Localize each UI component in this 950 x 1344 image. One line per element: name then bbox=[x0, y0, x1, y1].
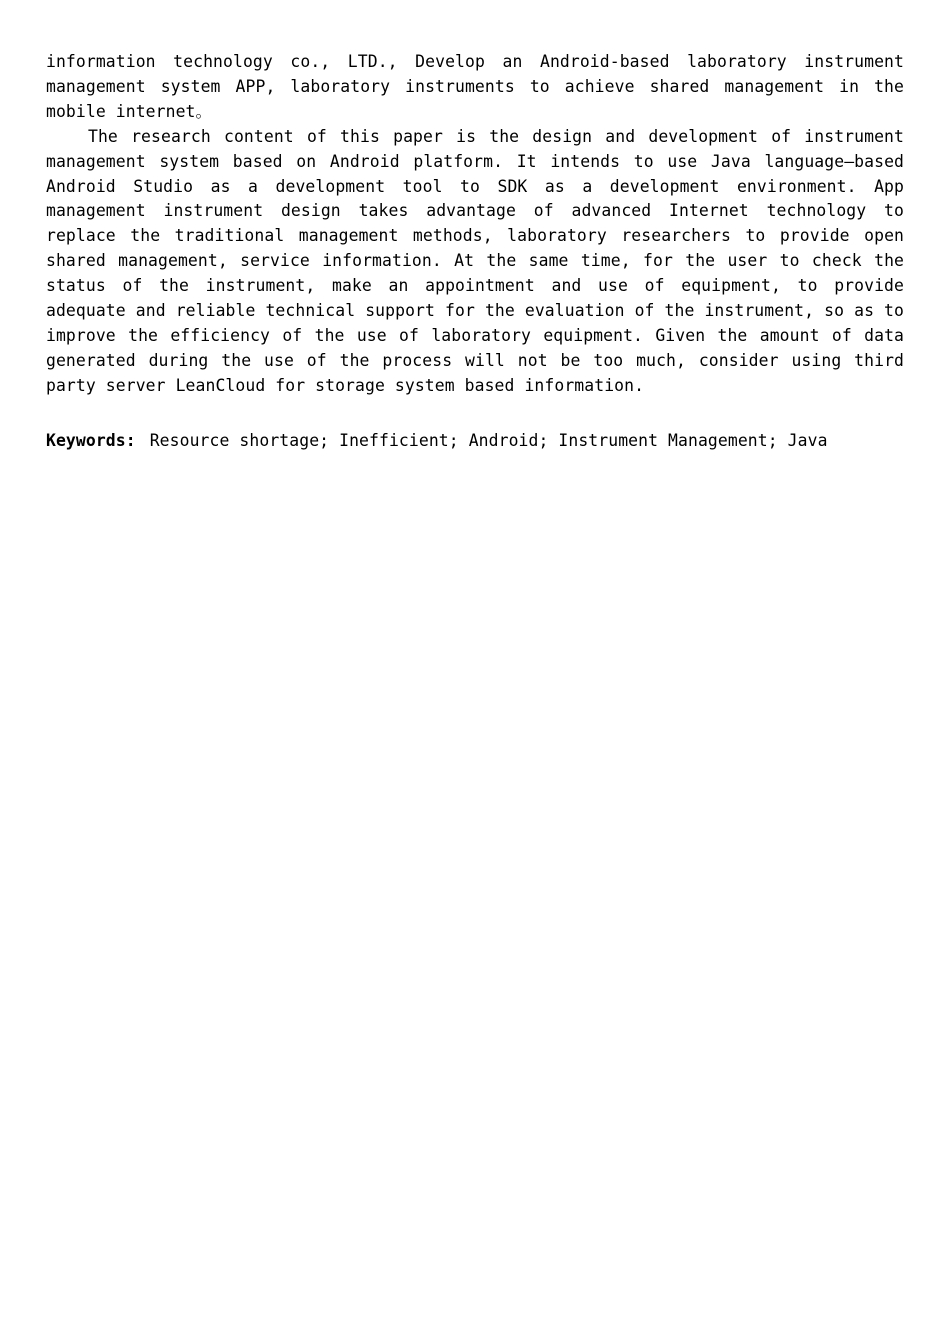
abstract-paragraph-1: information technology co., LTD., Develop an Android-based laboratory instrument management system APP, laboratory instruments to achieve shared management in the mobile internet。 bbox=[46, 52, 904, 121]
keywords-value: Resource shortage; Inefficient; Android; Instrument Management; Java bbox=[149, 430, 828, 450]
keywords-label: Keywords: bbox=[46, 430, 136, 450]
keywords-line bbox=[46, 429, 904, 454]
document-page bbox=[46, 50, 904, 454]
abstract-paragraph-2: The research content of this paper is the design and development of instrument management system based on Android platform. It intends to use Java language—based Android Studio as a development tool to SDK as a development environment. App management instrument design takes advantage of advanced Internet technology to replace the traditional management methods, laboratory researchers to provide open shared management, service information. At the same time, for the user to check the status of the instrument, make an appointment and use of equipment, to provide adequate and reliable technical support for the evaluation of the instrument, so as to improve the efficiency of the use of laboratory equipment. Given the amount of data generated during the use of the process will not be too much, consider using third party server LeanCloud for storage system based information. bbox=[46, 126, 904, 395]
